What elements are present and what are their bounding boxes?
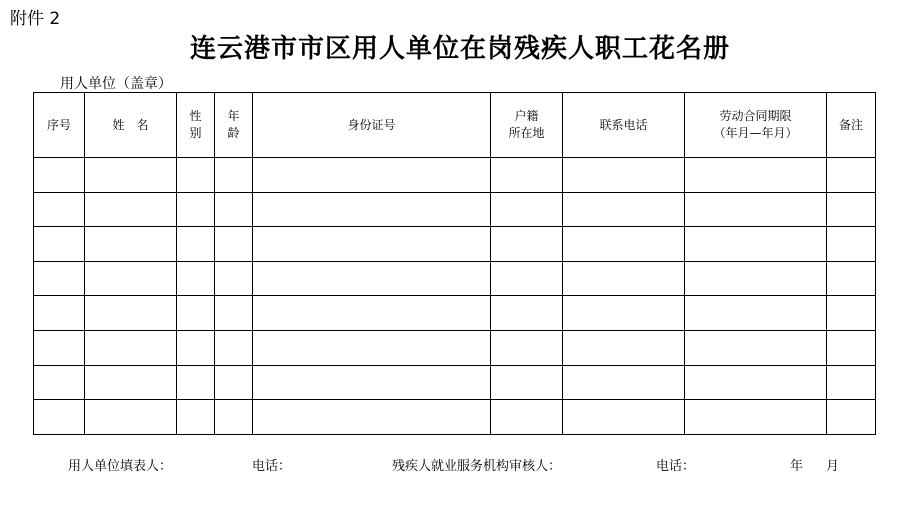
table-cell[interactable] (215, 330, 253, 365)
table-cell[interactable] (253, 330, 491, 365)
table-cell[interactable] (827, 227, 876, 262)
table-cell[interactable] (827, 400, 876, 435)
table-cell[interactable] (253, 365, 491, 400)
table-cell[interactable] (177, 261, 215, 296)
table-cell[interactable] (215, 158, 253, 193)
table-cell[interactable] (85, 296, 177, 331)
table-cell[interactable] (34, 227, 85, 262)
table-cell[interactable] (827, 158, 876, 193)
table-cell[interactable] (685, 227, 827, 262)
header-id-number: 身份证号 (253, 93, 491, 158)
header-phone: 联系电话 (563, 93, 685, 158)
table-cell[interactable] (34, 261, 85, 296)
header-row (34, 93, 876, 158)
table-cell[interactable] (34, 330, 85, 365)
table-cell[interactable] (685, 158, 827, 193)
table-cell[interactable] (253, 158, 491, 193)
table-cell[interactable] (491, 192, 563, 227)
year-label: 年 (790, 459, 804, 474)
table-cell[interactable] (491, 296, 563, 331)
table-row (34, 400, 876, 435)
table-cell[interactable] (491, 365, 563, 400)
table-cell[interactable] (253, 296, 491, 331)
header-serial: 序号 (34, 93, 85, 158)
attachment-label: 附件 2 (10, 9, 61, 29)
header-gender: 性 别 (177, 93, 215, 158)
table-cell[interactable] (215, 261, 253, 296)
header-age: 年 龄 (215, 93, 253, 158)
table-cell[interactable] (215, 192, 253, 227)
table-cell[interactable] (85, 400, 177, 435)
table-cell[interactable] (177, 192, 215, 227)
table-cell[interactable] (177, 227, 215, 262)
table-cell[interactable] (85, 330, 177, 365)
table-cell[interactable] (491, 330, 563, 365)
table-cell[interactable] (34, 192, 85, 227)
table-cell[interactable] (491, 158, 563, 193)
table-cell[interactable] (563, 227, 685, 262)
table-cell[interactable] (685, 400, 827, 435)
table-cell[interactable] (215, 296, 253, 331)
employee-roster-table (33, 92, 876, 435)
table-cell[interactable] (85, 261, 177, 296)
table-row (34, 227, 876, 262)
table-row (34, 365, 876, 400)
table-cell[interactable] (563, 261, 685, 296)
table-row (34, 192, 876, 227)
reviewer-label: 残疾人就业服务机构审核人： (392, 459, 562, 474)
table-cell[interactable] (177, 400, 215, 435)
filler-label: 用人单位填表人： (68, 459, 173, 474)
table-cell[interactable] (827, 365, 876, 400)
table-cell[interactable] (85, 158, 177, 193)
table-cell[interactable] (563, 330, 685, 365)
table-row (34, 158, 876, 193)
employer-seal-label: 用人单位（盖章） (60, 76, 172, 92)
table-cell[interactable] (253, 261, 491, 296)
table-cell[interactable] (827, 261, 876, 296)
table-cell[interactable] (563, 158, 685, 193)
table-cell[interactable] (215, 365, 253, 400)
table-cell[interactable] (563, 400, 685, 435)
month-label: 月 (826, 459, 840, 474)
table-cell[interactable] (85, 227, 177, 262)
table-cell[interactable] (253, 400, 491, 435)
table-cell[interactable] (85, 192, 177, 227)
table-cell[interactable] (34, 296, 85, 331)
table-cell[interactable] (827, 296, 876, 331)
table-cell[interactable] (685, 330, 827, 365)
header-contract-period: 劳动合同期限 （年月—年月） (685, 93, 827, 158)
table-cell[interactable] (34, 365, 85, 400)
table-row (34, 261, 876, 296)
table-cell[interactable] (491, 400, 563, 435)
document-title: 连云港市市区用人单位在岗残疾人职工花名册 (189, 34, 730, 64)
table-cell[interactable] (177, 365, 215, 400)
table-row (34, 296, 876, 331)
table-cell[interactable] (563, 365, 685, 400)
table-cell[interactable] (827, 330, 876, 365)
table-cell[interactable] (215, 227, 253, 262)
table-cell[interactable] (85, 365, 177, 400)
table-cell[interactable] (563, 296, 685, 331)
table-cell[interactable] (827, 192, 876, 227)
roster-body (34, 158, 876, 435)
table-cell[interactable] (34, 400, 85, 435)
header-name: 姓 名 (85, 93, 177, 158)
header-remarks: 备注 (827, 93, 876, 158)
table-cell[interactable] (177, 296, 215, 331)
table-cell[interactable] (491, 261, 563, 296)
filler-phone-label: 电话： (252, 459, 292, 474)
table-cell[interactable] (215, 400, 253, 435)
table-cell[interactable] (253, 227, 491, 262)
table-cell[interactable] (685, 261, 827, 296)
table-cell[interactable] (685, 192, 827, 227)
table-cell[interactable] (685, 365, 827, 400)
table-row (34, 330, 876, 365)
header-household-location: 户籍 所在地 (491, 93, 563, 158)
reviewer-phone-label: 电话： (656, 459, 696, 474)
table-cell[interactable] (685, 296, 827, 331)
table-cell[interactable] (177, 158, 215, 193)
table-cell[interactable] (34, 158, 85, 193)
table-cell[interactable] (253, 192, 491, 227)
table-cell[interactable] (491, 227, 563, 262)
table-cell[interactable] (563, 192, 685, 227)
table-cell[interactable] (177, 330, 215, 365)
